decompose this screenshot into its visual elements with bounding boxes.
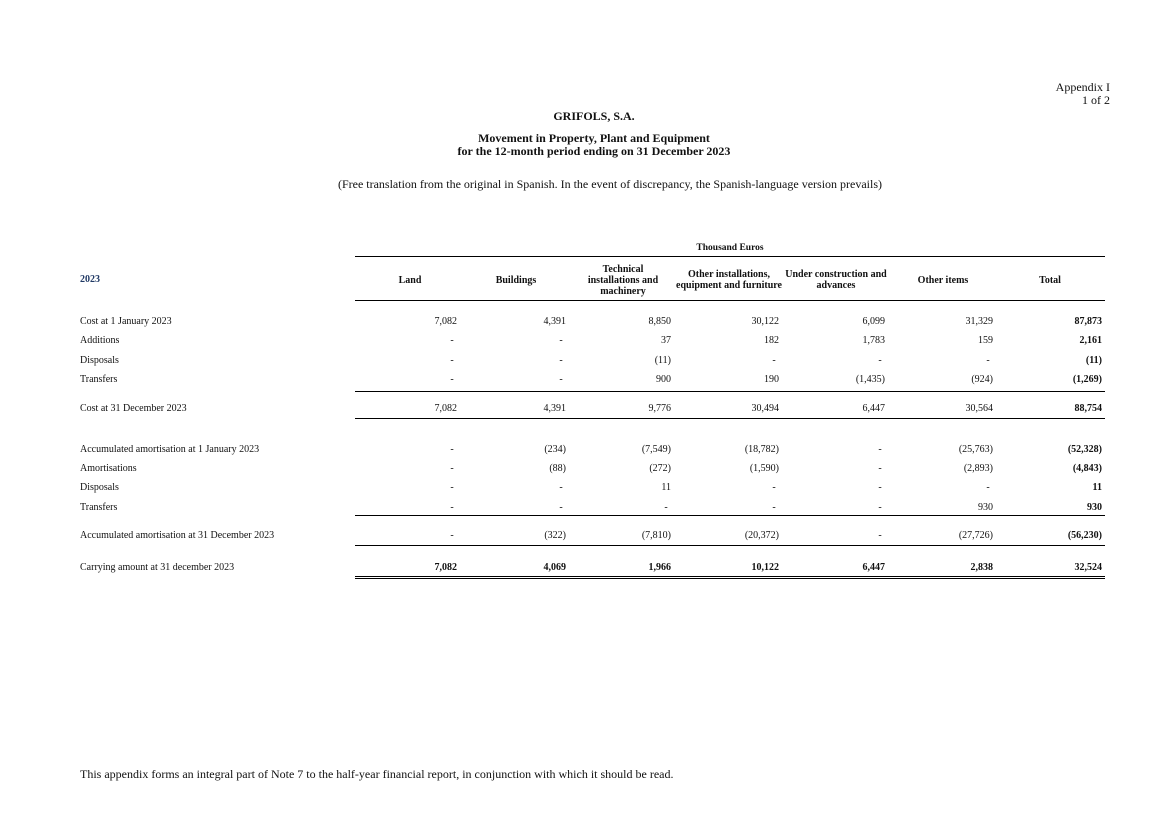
cell-land: - bbox=[450, 463, 454, 474]
cell-technical-installations: - bbox=[664, 502, 668, 513]
row-label: Transfers bbox=[80, 502, 118, 513]
cell-total: 88,754 bbox=[1074, 403, 1102, 414]
cell-total: (1,269) bbox=[1072, 374, 1102, 385]
cell-other-installations: - bbox=[772, 482, 776, 493]
cell-under-construction: - bbox=[878, 355, 882, 366]
cell-land: 7,082 bbox=[434, 403, 457, 414]
appendix-number: Appendix I bbox=[1055, 80, 1110, 94]
table-year: 2023 bbox=[80, 274, 100, 285]
cell-buildings: - bbox=[559, 482, 563, 493]
cell-land: - bbox=[450, 355, 454, 366]
cell-under-construction: - bbox=[878, 463, 882, 474]
cell-buildings: 4,391 bbox=[543, 403, 566, 414]
cell-technical-installations: 8,850 bbox=[648, 316, 671, 327]
cell-other-items: 30,564 bbox=[965, 403, 993, 414]
row-label: Accumulated amortisation at 31 December 2023 bbox=[80, 530, 275, 541]
row-label: Disposals bbox=[80, 355, 119, 366]
cell-total: 32,524 bbox=[1074, 562, 1102, 573]
cell-total: (56,230) bbox=[1067, 530, 1102, 541]
cell-other-installations: 30,122 bbox=[751, 316, 779, 327]
unit-divider bbox=[355, 256, 1105, 257]
cell-under-construction: 1,783 bbox=[862, 335, 885, 346]
cell-other-installations: (20,372) bbox=[744, 530, 779, 541]
unit-header: Thousand Euros bbox=[696, 243, 764, 253]
cell-technical-installations: 900 bbox=[656, 374, 671, 385]
statement-title bbox=[0, 132, 1168, 158]
column-header-other-installations: Other installations, equipment and furniture bbox=[676, 269, 782, 291]
column-header-buildings: Buildings bbox=[495, 274, 537, 286]
cell-technical-installations: (7,549) bbox=[641, 444, 671, 455]
cell-technical-installations: 9,776 bbox=[648, 403, 671, 414]
column-header-other-items: Other items bbox=[917, 274, 969, 286]
column-header-land: Land bbox=[398, 274, 422, 286]
cell-other-installations: 30,494 bbox=[751, 403, 779, 414]
footer-note: This appendix forms an integral part of Note 7 to the half-year financial report, in conjunction with which it should be read. bbox=[80, 767, 674, 781]
appendix-page: 1 of 2 bbox=[1082, 93, 1110, 107]
row-label: Additions bbox=[80, 335, 120, 346]
cell-buildings: - bbox=[559, 502, 563, 513]
cell-buildings: - bbox=[559, 355, 563, 366]
cell-land: - bbox=[450, 502, 454, 513]
appendix-label bbox=[1056, 81, 1110, 107]
translation-note: (Free translation from the original in Spanish. In the event of discrepancy, the Spanish-language version prevails) bbox=[337, 177, 883, 191]
cell-total: 2,161 bbox=[1079, 335, 1102, 346]
table-divider bbox=[355, 418, 1105, 419]
cell-other-items: 2,838 bbox=[970, 562, 993, 573]
cell-under-construction: 6,447 bbox=[862, 562, 885, 573]
cell-buildings: (234) bbox=[544, 444, 566, 455]
cell-other-items: 930 bbox=[978, 502, 993, 513]
cell-land: - bbox=[450, 374, 454, 385]
cell-technical-installations: (11) bbox=[654, 355, 671, 366]
column-header-total: Total bbox=[1039, 274, 1061, 286]
cell-other-installations: 182 bbox=[764, 335, 779, 346]
cell-other-installations: 10,122 bbox=[751, 562, 779, 573]
cell-buildings: 4,391 bbox=[543, 316, 566, 327]
cell-other-installations: (1,590) bbox=[749, 463, 779, 474]
cell-total: (52,328) bbox=[1067, 444, 1102, 455]
cell-under-construction: 6,447 bbox=[862, 403, 885, 414]
cell-under-construction: (1,435) bbox=[855, 374, 885, 385]
cell-other-items: (25,763) bbox=[958, 444, 993, 455]
cell-under-construction: - bbox=[878, 444, 882, 455]
header-divider bbox=[355, 300, 1105, 301]
cell-under-construction: - bbox=[878, 502, 882, 513]
cell-total: (4,843) bbox=[1072, 463, 1102, 474]
cell-land: - bbox=[450, 444, 454, 455]
company-name: GRIFOLS, S.A. bbox=[553, 109, 635, 123]
cell-total: 11 bbox=[1092, 482, 1102, 493]
cell-under-construction: - bbox=[878, 530, 882, 541]
row-label: Amortisations bbox=[80, 463, 137, 474]
cell-other-items: 159 bbox=[978, 335, 993, 346]
cell-other-installations: (18,782) bbox=[744, 444, 779, 455]
cell-land: - bbox=[450, 482, 454, 493]
cell-buildings: - bbox=[559, 374, 563, 385]
cell-other-items: - bbox=[986, 482, 990, 493]
cell-technical-installations: 1,966 bbox=[648, 562, 671, 573]
cell-land: 7,082 bbox=[434, 562, 457, 573]
cell-technical-installations: 37 bbox=[661, 335, 671, 346]
table-divider bbox=[355, 515, 1105, 516]
cell-total: 930 bbox=[1087, 502, 1102, 513]
cell-buildings: 4,069 bbox=[543, 562, 566, 573]
cell-under-construction: 6,099 bbox=[862, 316, 885, 327]
cell-other-items: (27,726) bbox=[958, 530, 993, 541]
cell-technical-installations: (272) bbox=[649, 463, 671, 474]
statement-title-line1: Movement in Property, Plant and Equipment bbox=[478, 131, 710, 145]
cell-land: - bbox=[450, 335, 454, 346]
row-label: Transfers bbox=[80, 374, 118, 385]
row-label: Carrying amount at 31 december 2023 bbox=[80, 562, 235, 573]
cell-total: (11) bbox=[1085, 355, 1102, 366]
cell-other-items: - bbox=[986, 355, 990, 366]
table-divider bbox=[355, 391, 1105, 392]
cell-land: 7,082 bbox=[434, 316, 457, 327]
cell-other-installations: 190 bbox=[764, 374, 779, 385]
column-header-technical-installations: Technical installations and machinery bbox=[587, 263, 659, 297]
table-divider bbox=[355, 576, 1105, 579]
cell-technical-installations: (7,810) bbox=[641, 530, 671, 541]
row-label: Accumulated amortisation at 1 January 2023 bbox=[80, 444, 260, 455]
cell-other-items: 31,329 bbox=[965, 316, 993, 327]
cell-technical-installations: 11 bbox=[661, 482, 671, 493]
cell-other-items: (2,893) bbox=[963, 463, 993, 474]
cell-land: - bbox=[450, 530, 454, 541]
cell-under-construction: - bbox=[878, 482, 882, 493]
table-divider bbox=[355, 545, 1105, 546]
cell-buildings: - bbox=[559, 335, 563, 346]
column-header-under-construction: Under construction and advances bbox=[785, 269, 887, 291]
cell-other-items: (924) bbox=[971, 374, 993, 385]
row-label: Cost at 1 January 2023 bbox=[80, 316, 172, 327]
cell-other-installations: - bbox=[772, 355, 776, 366]
row-label: Disposals bbox=[80, 482, 119, 493]
cell-buildings: (88) bbox=[549, 463, 566, 474]
cell-other-installations: - bbox=[772, 502, 776, 513]
cell-total: 87,873 bbox=[1074, 316, 1102, 327]
cell-buildings: (322) bbox=[544, 530, 566, 541]
row-label: Cost at 31 December 2023 bbox=[80, 403, 187, 414]
statement-title-line2: for the 12-month period ending on 31 December 2023 bbox=[457, 144, 731, 158]
